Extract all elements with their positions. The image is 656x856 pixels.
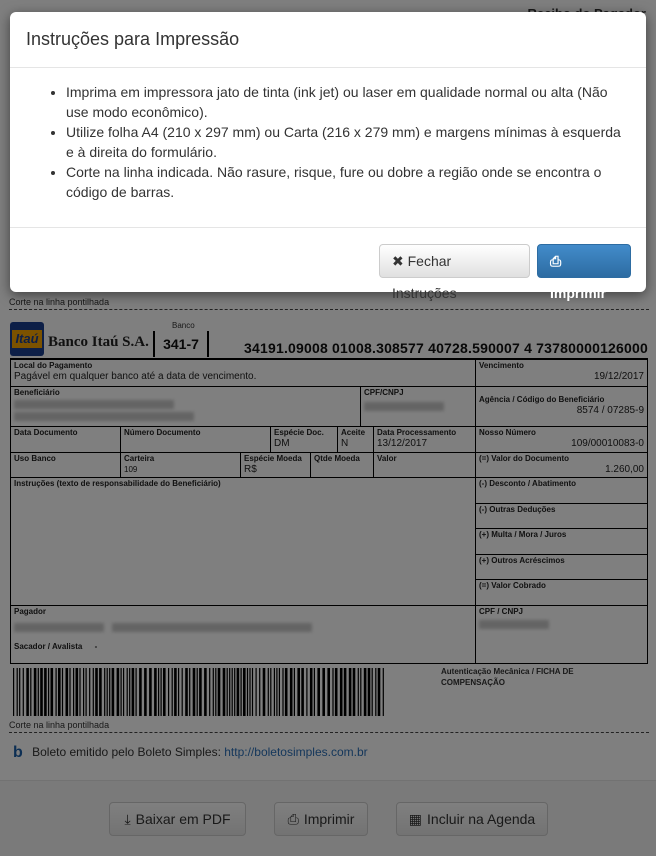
modal-title: Instruções para Impressão [26,29,240,49]
instruction-item: • Imprima em impressora jato de tinta (ink jet) ou laser em qualidade normal ou alta (Não use modo econômico). [66,82,626,122]
instructions-list [50,82,626,202]
close-instructions-button[interactable]: ✖ Fechar Instruções [379,244,530,278]
close-icon: ✖ [392,253,404,269]
modal-footer [10,228,646,301]
modal-header [10,12,646,68]
print-instructions-modal [10,12,646,301]
printer-icon: ⎙ [550,253,562,269]
modal-print-button[interactable]: ⎙ Imprimir [537,244,631,278]
instruction-item: • Corte na linha indicada. Não rasure, risque, fure ou dobre a região onde se encontra o código de barras. [66,162,626,202]
instruction-item: • Utilize folha A4 (210 x 297 mm) ou Carta (216 x 279 mm) e margens mínimas à esquerda e à direita do formulário. [66,122,626,162]
modal-body [10,68,646,228]
